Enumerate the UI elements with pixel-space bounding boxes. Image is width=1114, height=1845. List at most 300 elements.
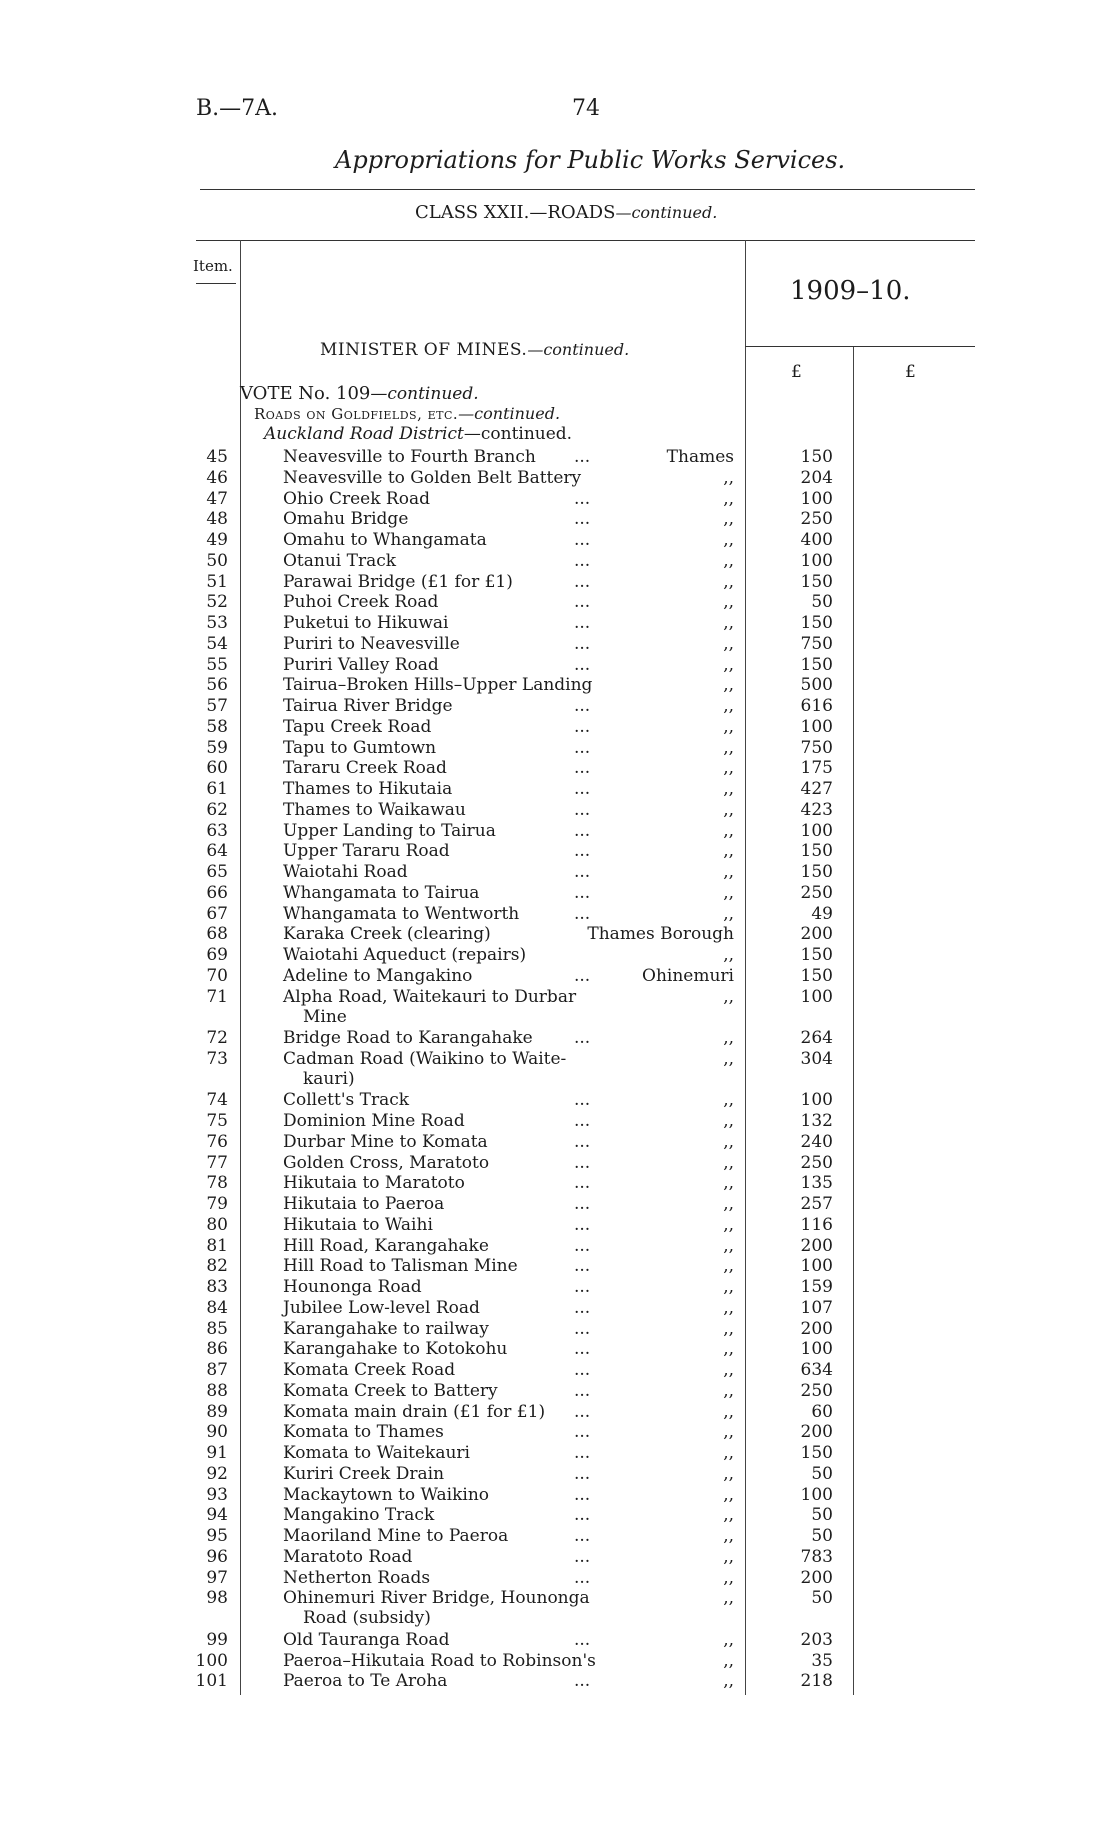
item-description: Karangahake to Kotokohu — [283, 1339, 508, 1360]
district-heading — [264, 424, 572, 444]
leader-dots: ... — [574, 965, 591, 986]
amount: 116 — [800, 1214, 833, 1235]
amount: 50 — [811, 592, 833, 613]
amount: 135 — [800, 1173, 833, 1194]
table-row — [0, 1526, 1114, 1546]
district-name: ,, — [723, 467, 734, 488]
item-description: Hill Road, Karangahake — [283, 1235, 489, 1256]
leader-dots: ... — [574, 613, 591, 633]
item-number: 100 — [195, 1650, 228, 1671]
class-label: CLASS XXII.—ROADS — [415, 202, 616, 223]
item-number: 96 — [206, 1546, 228, 1567]
table-row — [0, 1443, 1114, 1463]
minister-label: MINISTER OF MINES. — [320, 340, 528, 360]
table-row — [0, 1194, 1114, 1214]
leader-dots: ... — [574, 654, 591, 675]
table-row — [0, 1028, 1114, 1048]
amount: 100 — [800, 716, 833, 737]
currency-rule — [745, 346, 975, 347]
leader-dots: ... — [574, 1111, 591, 1131]
district-name: ,, — [723, 1256, 734, 1277]
district-name: ,, — [723, 1567, 734, 1588]
item-number: 71 — [206, 986, 228, 1007]
item-description: Whangamata to Wentworth — [283, 903, 520, 924]
item-number: 52 — [206, 592, 228, 613]
item-description: Netherton Roads — [283, 1567, 431, 1588]
table-row — [0, 1298, 1114, 1318]
district-suffix: —continued. — [463, 424, 573, 444]
amount: 200 — [800, 1567, 833, 1588]
district-name: ,, — [723, 1131, 734, 1152]
district-name: ,, — [723, 820, 734, 841]
table-row — [0, 1485, 1114, 1505]
leader-dots: ... — [574, 1194, 591, 1214]
table-row — [0, 655, 1114, 675]
leader-dots: ... — [574, 737, 591, 758]
item-number: 58 — [206, 716, 228, 737]
item-description: Otanui Track — [283, 550, 397, 571]
item-number: 101 — [195, 1671, 228, 1692]
amount: 50 — [811, 1505, 833, 1526]
leader-dots: ... — [574, 1463, 591, 1484]
table-row — [0, 1339, 1114, 1359]
amount: 150 — [800, 571, 833, 592]
district-name: ,, — [723, 571, 734, 592]
table-row — [0, 696, 1114, 716]
amount: 200 — [800, 1318, 833, 1339]
amount: 50 — [811, 1526, 833, 1546]
item-description: Maratoto Road — [283, 1546, 413, 1567]
class-rule — [196, 240, 975, 241]
item-description: Komata main drain (£1 for £1) — [283, 1401, 546, 1422]
amount: 60 — [811, 1401, 833, 1422]
title-rule — [200, 189, 975, 190]
item-number: 65 — [206, 862, 228, 882]
leader-dots: ... — [574, 1401, 591, 1422]
amount: 100 — [800, 986, 833, 1007]
district-name: ,, — [723, 1028, 734, 1048]
district-name: ,, — [723, 716, 734, 737]
item-description: Durbar Mine to Komata — [283, 1131, 488, 1152]
table-row — [0, 1588, 1114, 1629]
amount: 150 — [800, 945, 833, 965]
item-number: 89 — [206, 1401, 228, 1422]
item-number: 66 — [206, 882, 228, 903]
item-description: Jubilee Low-level Road — [283, 1297, 480, 1318]
leader-dots: ... — [574, 1339, 591, 1360]
district-name: ,, — [723, 1339, 734, 1360]
leader-dots: ... — [574, 571, 591, 592]
table-row — [0, 1568, 1114, 1588]
item-column-header: Item. — [193, 257, 233, 275]
table-row — [0, 1215, 1114, 1235]
leader-dots: ... — [574, 1567, 591, 1588]
table-row — [0, 468, 1114, 488]
table-row — [0, 1360, 1114, 1380]
amount: 250 — [800, 882, 833, 903]
table-row — [0, 924, 1114, 944]
amount: 150 — [800, 841, 833, 862]
leader-dots: ... — [574, 903, 591, 924]
item-description: Upper Landing to Tairua — [283, 820, 496, 841]
table-row — [0, 1381, 1114, 1401]
table-row — [0, 841, 1114, 861]
item-description: Tapu to Gumtown — [283, 737, 437, 758]
amount: 159 — [800, 1277, 833, 1297]
amount: 100 — [800, 1339, 833, 1360]
item-number: 62 — [206, 799, 228, 820]
item-description: Mackaytown to Waikino — [283, 1484, 490, 1505]
table-row — [0, 717, 1114, 737]
roads-suffix: —continued. — [458, 404, 561, 423]
item-description: Thames to Waikawau — [283, 799, 466, 820]
amount: 150 — [800, 613, 833, 633]
table-row — [0, 489, 1114, 509]
leader-dots: ... — [574, 1256, 591, 1277]
amount: 250 — [800, 509, 833, 530]
item-number: 76 — [206, 1131, 228, 1152]
item-description: Maoriland Mine to Paeroa — [283, 1526, 509, 1546]
amount: 750 — [800, 737, 833, 758]
item-description: Komata to Waitekauri — [283, 1443, 470, 1463]
amount: 257 — [800, 1194, 833, 1214]
district-name: ,, — [723, 903, 734, 924]
district-name: ,, — [723, 613, 734, 633]
item-number: 84 — [206, 1297, 228, 1318]
item-description: Neavesville to Fourth Branch — [283, 447, 536, 467]
leader-dots: ... — [574, 1131, 591, 1152]
item-description: Tairua–Broken Hills–Upper Landing — [283, 675, 593, 696]
item-description-continued: kauri) — [303, 1068, 355, 1089]
table-row — [0, 447, 1114, 467]
amount: 634 — [800, 1360, 833, 1380]
district-name: ,, — [723, 779, 734, 799]
district-name: ,, — [723, 1090, 734, 1111]
amount: 500 — [800, 675, 833, 696]
table-row — [0, 1505, 1114, 1525]
district-name: ,, — [723, 696, 734, 716]
item-number: 48 — [206, 509, 228, 530]
item-number: 80 — [206, 1214, 228, 1235]
item-number: 74 — [206, 1090, 228, 1111]
district-name: ,, — [723, 1463, 734, 1484]
item-number: 50 — [206, 550, 228, 571]
amount: 35 — [811, 1650, 833, 1671]
leader-dots: ... — [574, 1214, 591, 1235]
item-number: 45 — [206, 447, 228, 467]
vote-heading — [240, 383, 479, 404]
item-description: Hikutaia to Paeroa — [283, 1194, 445, 1214]
leader-dots: ... — [574, 447, 591, 467]
amount: 203 — [800, 1629, 833, 1650]
item-number: 94 — [206, 1505, 228, 1526]
amount: 100 — [800, 1090, 833, 1111]
district-name: ,, — [723, 488, 734, 509]
pound-symbol-2: £ — [905, 362, 916, 382]
vote-suffix: —continued. — [370, 384, 479, 404]
amount: 200 — [800, 1235, 833, 1256]
item-description: Komata to Thames — [283, 1422, 444, 1443]
item-description: Cadman Road (Waikino to Waite- — [283, 1048, 567, 1069]
amount: 200 — [800, 1422, 833, 1443]
leader-dots: ... — [574, 716, 591, 737]
item-number: 90 — [206, 1422, 228, 1443]
table-row — [0, 821, 1114, 841]
leader-dots: ... — [574, 1360, 591, 1380]
leader-dots: ... — [574, 1443, 591, 1463]
leader-dots: ... — [574, 1380, 591, 1401]
item-number: 63 — [206, 820, 228, 841]
page-number: 74 — [572, 96, 600, 121]
district-name: Thames — [666, 447, 734, 467]
table-row — [0, 1422, 1114, 1442]
table-row — [0, 1153, 1114, 1173]
district-name: ,, — [723, 675, 734, 696]
amount: 100 — [800, 1256, 833, 1277]
table-row — [0, 883, 1114, 903]
item-description: Collett's Track — [283, 1090, 410, 1111]
amount: 175 — [800, 758, 833, 779]
item-number: 47 — [206, 488, 228, 509]
district-name: ,, — [723, 509, 734, 530]
item-description: Neavesville to Golden Belt Battery — [283, 467, 582, 488]
district-name: ,, — [723, 1235, 734, 1256]
class-heading — [415, 202, 717, 223]
table-row — [0, 1464, 1114, 1484]
leader-dots: ... — [574, 841, 591, 862]
item-description-continued: Road (subsidy) — [303, 1608, 431, 1629]
table-row — [0, 675, 1114, 695]
leader-dots: ... — [574, 1090, 591, 1111]
amount: 49 — [811, 903, 833, 924]
roads-label: Roads on Goldfields, etc. — [254, 405, 459, 423]
item-number: 61 — [206, 779, 228, 799]
item-description: Puriri to Neavesville — [283, 633, 460, 654]
table-row — [0, 738, 1114, 758]
leader-dots: ... — [574, 820, 591, 841]
item-number: 82 — [206, 1256, 228, 1277]
amount: 400 — [800, 530, 833, 550]
item-number: 55 — [206, 654, 228, 675]
item-description: Paeroa–Hikutaia Road to Robinson's — [283, 1650, 596, 1671]
item-number: 81 — [206, 1235, 228, 1256]
item-description: Bridge Road to Karangahake — [283, 1028, 533, 1048]
table-row — [0, 800, 1114, 820]
item-number: 49 — [206, 530, 228, 550]
district-name: ,, — [723, 1111, 734, 1131]
amount: 132 — [800, 1111, 833, 1131]
amount: 200 — [800, 924, 833, 945]
leader-dots: ... — [574, 633, 591, 654]
item-number: 98 — [206, 1588, 228, 1609]
table-row — [0, 1048, 1114, 1089]
item-number: 92 — [206, 1463, 228, 1484]
leader-dots: ... — [574, 1297, 591, 1318]
table-row — [0, 904, 1114, 924]
item-number: 77 — [206, 1152, 228, 1173]
minister-suffix: —continued. — [527, 340, 630, 359]
document-reference: B.—7A. — [196, 96, 279, 121]
district-name: ,, — [723, 654, 734, 675]
table-row — [0, 1256, 1114, 1276]
table-row — [0, 572, 1114, 592]
item-description: Golden Cross, Maratoto — [283, 1152, 490, 1173]
item-number: 93 — [206, 1484, 228, 1505]
table-row — [0, 1277, 1114, 1297]
amount: 50 — [811, 1463, 833, 1484]
amount: 218 — [800, 1671, 833, 1692]
district-name: Thames Borough — [587, 924, 734, 945]
district-name: ,, — [723, 1671, 734, 1692]
leader-dots: ... — [574, 882, 591, 903]
item-number: 86 — [206, 1339, 228, 1360]
item-number: 64 — [206, 841, 228, 862]
amount: 750 — [800, 633, 833, 654]
item-number: 75 — [206, 1111, 228, 1131]
table-row — [0, 862, 1114, 882]
amount: 423 — [800, 799, 833, 820]
item-description: Ohinemuri River Bridge, Hounonga — [283, 1588, 590, 1609]
item-number: 57 — [206, 696, 228, 716]
item-number: 59 — [206, 737, 228, 758]
leader-dots: ... — [574, 758, 591, 779]
district-label: Auckland Road District — [264, 424, 464, 444]
item-description: Komata Creek to Battery — [283, 1380, 498, 1401]
item-number: 51 — [206, 571, 228, 592]
item-description: Tararu Creek Road — [283, 758, 447, 779]
district-name: ,, — [723, 1546, 734, 1567]
item-description: Hikutaia to Waihi — [283, 1214, 433, 1235]
district-name: ,, — [723, 1401, 734, 1422]
page-title: Appropriations for Public Works Services. — [335, 146, 846, 174]
leader-dots: ... — [574, 1152, 591, 1173]
leader-dots: ... — [574, 1526, 591, 1546]
pound-symbol-1: £ — [791, 362, 802, 382]
district-name: ,, — [723, 862, 734, 882]
district-name: ,, — [723, 1380, 734, 1401]
table-row — [0, 592, 1114, 612]
leader-dots: ... — [574, 1546, 591, 1567]
leader-dots: ... — [574, 1629, 591, 1650]
table-row — [0, 1173, 1114, 1193]
district-name: ,, — [723, 530, 734, 550]
item-number: 83 — [206, 1277, 228, 1297]
item-description: Komata Creek Road — [283, 1360, 456, 1380]
table-row — [0, 1651, 1114, 1671]
item-number: 68 — [206, 924, 228, 945]
district-name: ,, — [723, 550, 734, 571]
leader-dots: ... — [574, 1173, 591, 1194]
item-description: Omahu Bridge — [283, 509, 409, 530]
item-number: 79 — [206, 1194, 228, 1214]
district-name: ,, — [723, 1173, 734, 1194]
district-name: ,, — [723, 1277, 734, 1297]
leader-dots: ... — [574, 530, 591, 550]
table-row — [0, 945, 1114, 965]
leader-dots: ... — [574, 1028, 591, 1048]
district-name: ,, — [723, 841, 734, 862]
item-number: 54 — [206, 633, 228, 654]
item-description: Puhoi Creek Road — [283, 592, 439, 613]
district-name: ,, — [723, 1629, 734, 1650]
item-number: 70 — [206, 965, 228, 986]
district-name: ,, — [723, 1152, 734, 1173]
item-number: 73 — [206, 1048, 228, 1069]
district-name: ,, — [723, 737, 734, 758]
item-number: 56 — [206, 675, 228, 696]
district-name: Ohinemuri — [642, 965, 734, 986]
amount: 204 — [800, 467, 833, 488]
roads-heading — [254, 404, 560, 423]
table-row — [0, 634, 1114, 654]
amount: 427 — [800, 779, 833, 799]
amount: 100 — [800, 820, 833, 841]
table-row — [0, 986, 1114, 1027]
amount: 100 — [800, 1484, 833, 1505]
item-number: 67 — [206, 903, 228, 924]
table-row — [0, 1402, 1114, 1422]
item-description: Hounonga Road — [283, 1277, 422, 1297]
item-description: Ohio Creek Road — [283, 488, 430, 509]
item-description: Dominion Mine Road — [283, 1111, 465, 1131]
item-number: 69 — [206, 945, 228, 965]
item-header-rule — [196, 283, 236, 284]
district-name: ,, — [723, 633, 734, 654]
table-row — [0, 1132, 1114, 1152]
district-name: ,, — [723, 986, 734, 1007]
table-row — [0, 509, 1114, 529]
item-number: 72 — [206, 1028, 228, 1048]
item-number: 95 — [206, 1526, 228, 1546]
item-description: Puketui to Hikuwai — [283, 613, 449, 633]
item-description: Karangahake to railway — [283, 1318, 489, 1339]
item-number: 78 — [206, 1173, 228, 1194]
leader-dots: ... — [574, 1505, 591, 1526]
item-description: Thames to Hikutaia — [283, 779, 453, 799]
amount: 150 — [800, 654, 833, 675]
item-description: Mangakino Track — [283, 1505, 435, 1526]
district-name: ,, — [723, 945, 734, 965]
item-description: Tapu Creek Road — [283, 716, 432, 737]
item-description: Kuriri Creek Drain — [283, 1463, 445, 1484]
table-row — [0, 1090, 1114, 1110]
item-number: 53 — [206, 613, 228, 633]
amount: 150 — [800, 1443, 833, 1463]
table-row — [0, 1319, 1114, 1339]
district-name: ,, — [723, 1484, 734, 1505]
item-description: Paeroa to Te Aroha — [283, 1671, 448, 1692]
district-name: ,, — [723, 1048, 734, 1069]
district-name: ,, — [723, 1360, 734, 1380]
item-description: Old Tauranga Road — [283, 1629, 450, 1650]
item-number: 60 — [206, 758, 228, 779]
amount: 150 — [800, 447, 833, 467]
item-description: Karaka Creek (clearing) — [283, 924, 491, 945]
table-row — [0, 1111, 1114, 1131]
item-description: Hikutaia to Maratoto — [283, 1173, 465, 1194]
item-description: Waiotahi Aqueduct (repairs) — [283, 945, 527, 965]
table-row — [0, 966, 1114, 986]
item-number: 97 — [206, 1567, 228, 1588]
amount: 250 — [800, 1380, 833, 1401]
district-name: ,, — [723, 1297, 734, 1318]
item-description-continued: Mine — [303, 1006, 347, 1027]
item-number: 99 — [206, 1629, 228, 1650]
district-name: ,, — [723, 1318, 734, 1339]
item-number: 87 — [206, 1360, 228, 1380]
amount: 150 — [800, 862, 833, 882]
leader-dots: ... — [574, 779, 591, 799]
